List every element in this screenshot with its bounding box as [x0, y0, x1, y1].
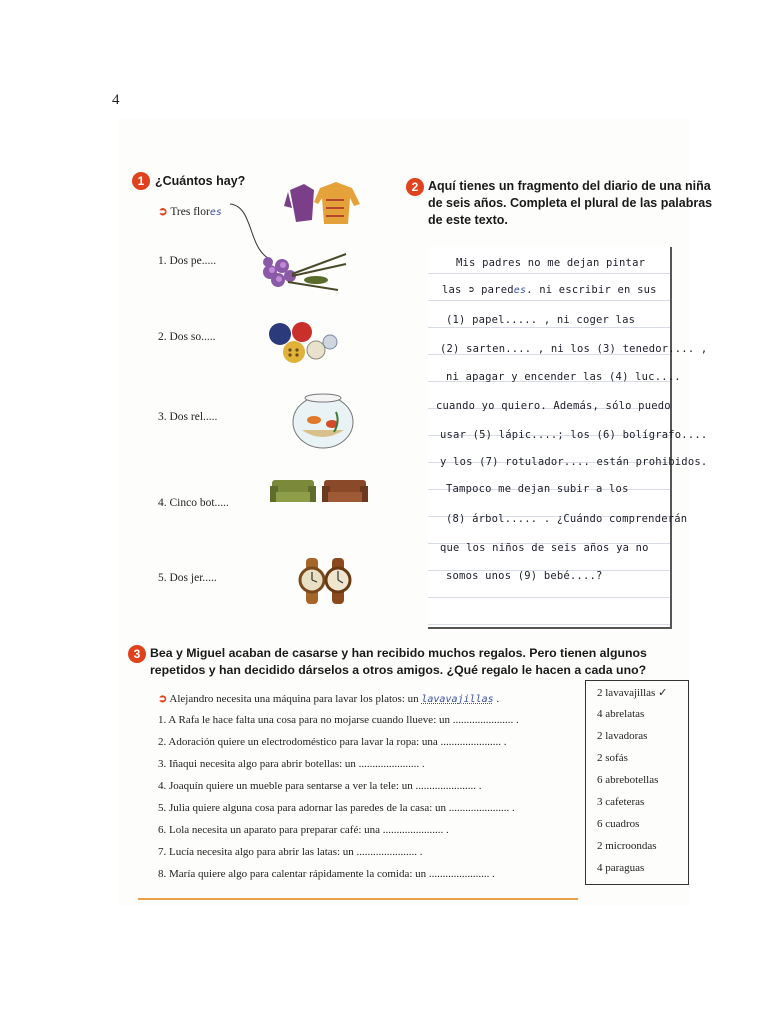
gift-item: 3 cafeteras — [597, 796, 645, 808]
exercise-1-item: 3. Dos rel..... — [158, 411, 218, 423]
exercise-1-item: 2. Dos so..... — [158, 331, 216, 343]
bottom-rule — [138, 898, 578, 900]
diary-line: y los (7) rotulador.... están prohibidos. — [440, 456, 708, 468]
fishbowl-illustration — [290, 390, 356, 450]
buttons-illustration — [266, 318, 342, 368]
example-answer: es — [209, 207, 222, 218]
exercise-3-example: ➲ Alejandro necesita una máquina para lavar los platos: un lavavajillas . — [158, 693, 500, 705]
exercise-1-example — [158, 204, 222, 218]
gift-item: 6 cuadros — [597, 818, 640, 830]
diary-line: las ➲ paredes. ni escribir en sus — [442, 284, 657, 296]
flowers-illustration — [258, 244, 353, 299]
example-answer: lavavajillas — [421, 694, 494, 705]
exercise-1-number: 1 — [132, 172, 150, 190]
exercise-2-number: 2 — [406, 178, 424, 196]
sofas-illustration — [270, 472, 370, 512]
gift-item: 2 lavadoras — [597, 730, 648, 742]
gift-item: 6 abrebotellas — [597, 774, 659, 786]
exercise-3-item: 7. Lucía necesita algo para abrir las latas: un ...................... . — [158, 846, 423, 858]
exercise-3-item: 8. María quiere algo para calentar rápidamente la comida: un ...................... . — [158, 868, 495, 880]
exercise-1-title: ¿Cuántos hay? — [155, 174, 246, 188]
clothes-illustration — [284, 180, 364, 228]
diary-line: (8) árbol..... . ¿Cuándo comprenderán — [446, 513, 688, 525]
watches-illustration — [296, 556, 358, 606]
exercise-2-title-line: de seis años. Completa el plural de las palabras — [428, 196, 713, 210]
exercise-3-item: 5. Julia quiere alguna cosa para adornar las paredes de la casa: un ...................... . — [158, 802, 515, 814]
diary-line: somos unos (9) bebé....? — [446, 570, 603, 582]
diary-note — [428, 247, 708, 629]
gift-item: 4 abrelatas — [597, 708, 645, 720]
exercise-2-title-line: Aquí tienes un fragmento del diario de una niña — [428, 179, 711, 193]
example-text: Tres flor — [170, 206, 210, 218]
gift-item: 2 sofás — [597, 752, 628, 764]
exercise-3-item: 4. Joaquín quiere un mueble para sentarse a ver la tele: un ...................... . — [158, 780, 482, 792]
diary-line: cuando yo quiero. Además, sólo puedo — [436, 400, 671, 412]
gift-item: 2 microondas — [597, 840, 657, 852]
diary-line: Tampoco me dejan subir a los — [446, 483, 629, 495]
gift-item: 2 lavavajillas ✓ — [597, 687, 668, 699]
exercise-3-item: 1. A Rafa le hace falta una cosa para no mojarse cuando llueve: un ...................... . — [158, 714, 519, 726]
exercise-1-item: 4. Cinco bot..... — [158, 497, 229, 509]
diary-line: (1) papel..... , ni coger las — [446, 314, 636, 326]
page-number: 4 — [112, 92, 120, 108]
exercise-2-title-line: de este texto. — [428, 213, 508, 227]
diary-line: ni apagar y encender las (4) luc.... — [446, 371, 681, 383]
diary-line: que los niños de seis años ya no — [440, 542, 649, 554]
gift-item: 4 paraguas — [597, 862, 645, 874]
diary-line: (2) sarten.... , ni los (3) tenedor.... , — [440, 343, 708, 355]
exercise-1-item: 1. Dos pe..... — [158, 255, 217, 267]
exercise-3-item: 3. Iñaqui necesita algo para abrir botellas: un ...................... . — [158, 758, 425, 770]
exercise-1-item: 5. Dos jer..... — [158, 572, 217, 584]
diary-line: Mis padres no me dejan pintar — [456, 257, 646, 269]
exercise-3-item: 6. Lola necesita un aparato para preparar café: una ...................... . — [158, 824, 449, 836]
exercise-3-title-line: Bea y Miguel acaban de casarse y han recibido muchos regalos. Pero tienen algunos — [150, 646, 647, 660]
exercise-3-item: 2. Adoración quiere un electrodoméstico para lavar la ropa: una ...................... . — [158, 736, 507, 748]
arrow-icon: ➲ — [158, 693, 168, 705]
exercise-3-title-line: repetidos y han decidido dárselos a otros amigos. ¿Qué regalo le hacen a cada uno? — [150, 663, 647, 677]
arrow-icon: ➲ — [158, 206, 168, 218]
diary-line: usar (5) lápic....; los (6) bolígrafo.... — [440, 429, 708, 441]
exercise-3-number: 3 — [128, 645, 146, 663]
